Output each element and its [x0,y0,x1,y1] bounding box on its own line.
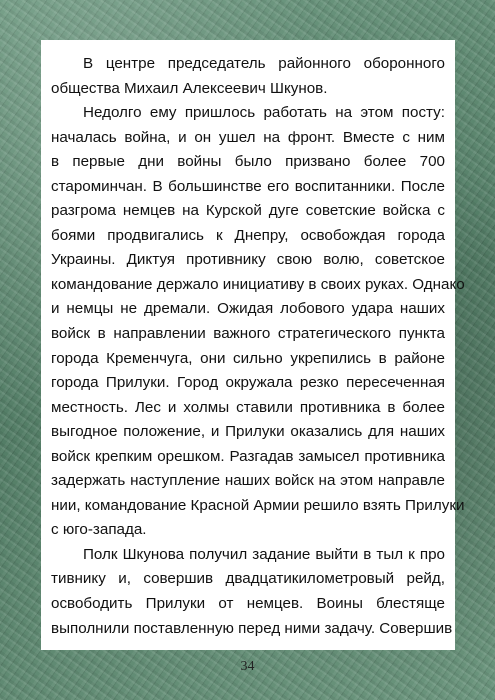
text-line: нии, командование Красной Армии решило взять Прилуки [51,496,465,514]
text-line: местность. Лес и холмы ставили противника в более [51,398,445,416]
text-line: командование держало инициативу в своих руках. Однако [51,275,465,293]
text-line: выполнили поставленную перед ними задачу. Совершив [51,619,453,637]
text-line: Недолго ему пришлось работать на этом посту: [83,104,445,122]
text-line: староминчан. В большинстве его воспитанники. После [51,177,445,195]
paragraph-3 [51,543,453,641]
paragraph-1 [51,52,445,101]
text-line: боями продвигались к Днепру, освобождая города [51,226,445,244]
text-line: Украины. Диктуя противнику свою волю, советское [51,251,445,269]
text-line: тивнику и, совершив двадцатикилометровый рейд, [51,570,445,588]
text-line: В центре председатель районного оборонного [83,55,445,72]
text-line: выгодное положение, и Прилуки оказались для наших [51,423,445,441]
paragraph-2 [51,101,465,543]
text-line: Полк Шкунова получил задание выйти в тыл к про [83,545,445,563]
text-line: и немцы не дремали. Ожидая лобового удара наших [51,300,445,318]
text-line: общества Михаил Алексеевич Шкунов. [51,79,328,97]
text-line: города Прилуки. Город окружала резко пересеченная [51,374,445,392]
text-line: с юго-запада. [51,521,147,539]
document-page [41,40,465,650]
page-number: 34 [240,659,255,674]
text-line: в первые дни войны было призвано более 700 [51,153,445,171]
text-line: задержать наступление наших войск на этом направле [51,472,445,490]
text-line: освободить Прилуки от немцев. Воины блестяще [51,595,445,613]
text-line: войск в направлении важного стратегического пункта [51,325,445,343]
text-line: войск крепким орешком. Разгадав замысел противника [51,447,445,465]
text-line: началась война, и он ушел на фронт. Вместе с ним [51,128,445,146]
text-line: города Кременчуга, они сильно укрепились в районе [51,349,445,367]
text-line: разгрома немцев на Курской дуге советские войска с [51,202,445,220]
